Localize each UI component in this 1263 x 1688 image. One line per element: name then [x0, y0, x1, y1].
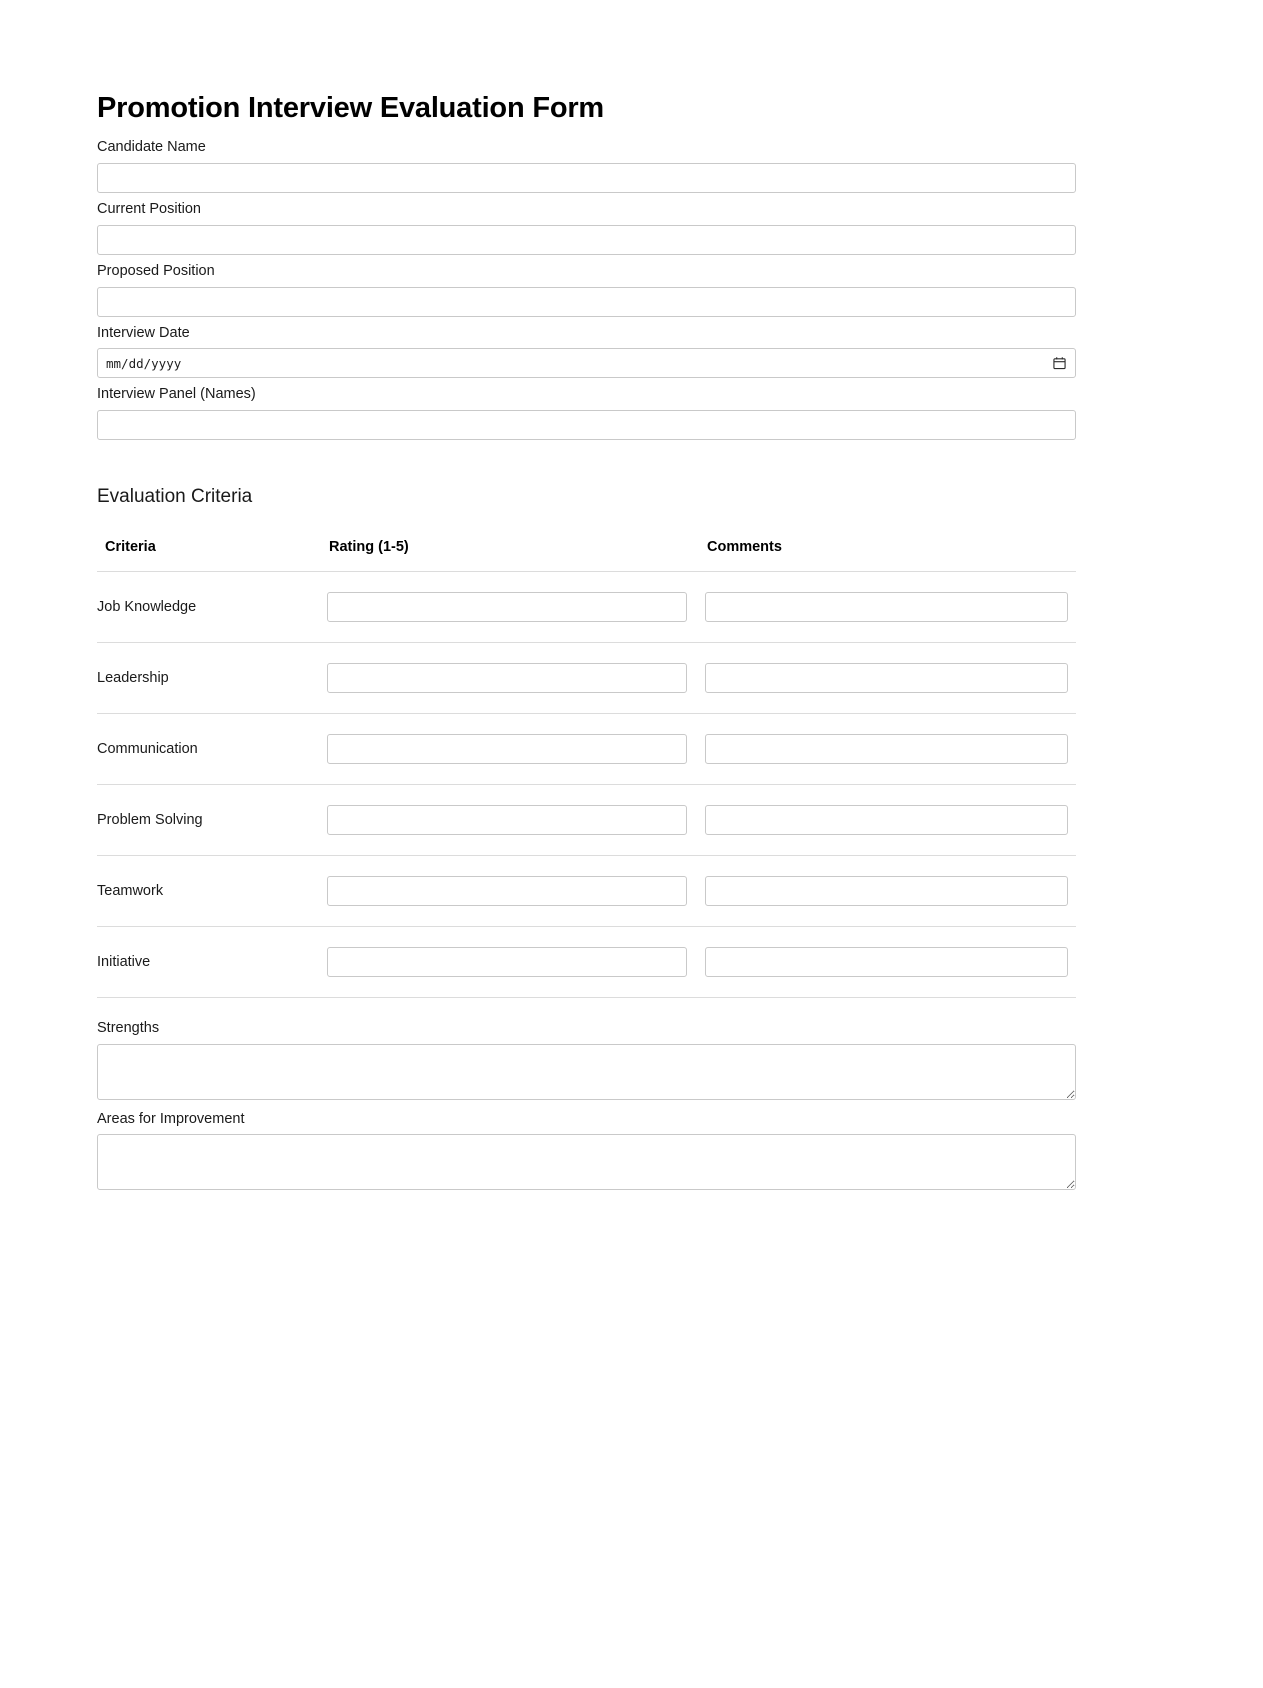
section-spacer — [97, 446, 1076, 486]
field-strengths — [97, 1018, 1076, 1100]
field-interview-date — [97, 323, 1076, 379]
field-interview-panel — [97, 384, 1076, 440]
table-head — [97, 539, 1076, 572]
criteria-label: Problem Solving — [97, 784, 327, 855]
comments-cell — [705, 571, 1076, 642]
rating-cell — [327, 642, 705, 713]
criteria-label: Leadership — [97, 642, 327, 713]
date-placeholder-text: mm/dd/yyyy — [106, 355, 182, 371]
calendar-icon[interactable] — [1053, 357, 1066, 370]
comments-input[interactable] — [705, 876, 1068, 906]
rating-input[interactable] — [327, 805, 687, 835]
rating-cell — [327, 713, 705, 784]
label-interview-panel: Interview Panel (Names) — [97, 386, 256, 403]
comments-cell — [705, 713, 1076, 784]
rating-input[interactable] — [327, 734, 687, 764]
label-candidate-name: Candidate Name — [97, 139, 206, 156]
table-row — [97, 784, 1076, 855]
comments-cell — [705, 855, 1076, 926]
rating-input[interactable] — [327, 663, 687, 693]
proposed-position-input[interactable] — [97, 287, 1076, 317]
rating-cell — [327, 926, 705, 997]
label-interview-date: Interview Date — [97, 324, 190, 341]
current-position-input[interactable] — [97, 225, 1076, 255]
comments-cell — [705, 784, 1076, 855]
column-header-rating: Rating (1-5) — [327, 539, 705, 572]
comments-cell — [705, 926, 1076, 997]
field-candidate-name — [97, 137, 1076, 193]
evaluation-criteria-table — [97, 539, 1076, 998]
comments-input[interactable] — [705, 663, 1068, 693]
table-row — [97, 642, 1076, 713]
rating-input[interactable] — [327, 876, 687, 906]
comments-input[interactable] — [705, 592, 1068, 622]
table-row — [97, 571, 1076, 642]
label-areas-for-improvement: Areas for Improvement — [97, 1110, 245, 1127]
rating-input[interactable] — [327, 592, 687, 622]
label-current-position: Current Position — [97, 201, 201, 218]
table-row — [97, 855, 1076, 926]
rating-cell — [327, 571, 705, 642]
table-header-row — [97, 539, 1076, 572]
criteria-label: Teamwork — [97, 855, 327, 926]
field-areas-for-improvement — [97, 1109, 1076, 1191]
interview-panel-input[interactable] — [97, 410, 1076, 440]
column-header-comments: Comments — [705, 539, 1076, 572]
comments-input[interactable] — [705, 805, 1068, 835]
rating-input[interactable] — [327, 947, 687, 977]
field-proposed-position — [97, 261, 1076, 317]
candidate-name-input[interactable] — [97, 163, 1076, 193]
label-strengths: Strengths — [97, 1019, 160, 1036]
table-body — [97, 571, 1076, 997]
strengths-textarea[interactable] — [97, 1044, 1076, 1100]
rating-cell — [327, 855, 705, 926]
criteria-label: Job Knowledge — [97, 571, 327, 642]
label-proposed-position: Proposed Position — [97, 262, 215, 279]
comments-cell — [705, 642, 1076, 713]
field-current-position — [97, 199, 1076, 255]
criteria-label: Communication — [97, 713, 327, 784]
page-title: Promotion Interview Evaluation Form — [97, 92, 605, 124]
criteria-label: Initiative — [97, 926, 327, 997]
section-title-evaluation-criteria: Evaluation Criteria — [97, 486, 253, 508]
column-header-criteria: Criteria — [97, 539, 327, 572]
comments-input[interactable] — [705, 734, 1068, 764]
areas-for-improvement-textarea[interactable] — [97, 1134, 1076, 1190]
table-row — [97, 713, 1076, 784]
interview-date-input[interactable] — [97, 348, 1076, 378]
table-row — [97, 926, 1076, 997]
evaluation-form — [97, 92, 1076, 1199]
comments-input[interactable] — [705, 947, 1068, 977]
interview-date-row — [97, 348, 1076, 378]
rating-cell — [327, 784, 705, 855]
